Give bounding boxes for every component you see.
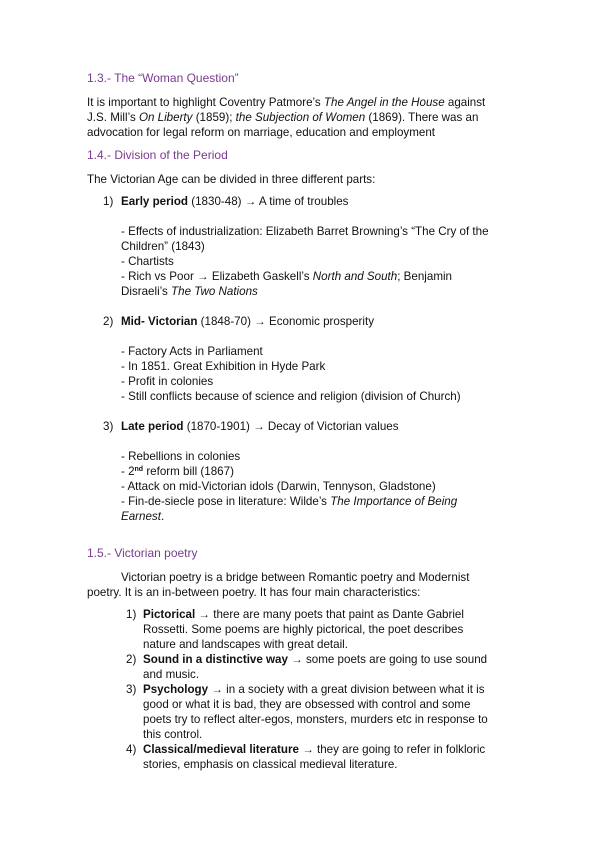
list-number: 1) bbox=[126, 608, 137, 621]
paragraph-line: The Victorian Age can be divided in three different parts: bbox=[87, 173, 376, 186]
bullet-line: - Factory Acts in Parliament bbox=[121, 345, 263, 358]
text-run: Disraeli’s bbox=[121, 285, 172, 298]
paragraph-line bbox=[87, 110, 478, 125]
characteristic-title: Sound in a distinctive way bbox=[143, 653, 288, 666]
paragraph-line: nature and landscapes with great detail. bbox=[143, 638, 348, 651]
bullet-line: - In 1851. Great Exhibition in Hyde Park bbox=[121, 360, 326, 373]
text-run: (1859); bbox=[192, 111, 236, 124]
bullet-line bbox=[121, 494, 457, 509]
characteristic-title: Pictorical bbox=[143, 608, 196, 621]
paragraph-line: and music. bbox=[143, 668, 200, 681]
paragraph-line: this control. bbox=[143, 728, 203, 741]
list-item-mid-victorian bbox=[121, 314, 374, 329]
bullet-line: - Still conflicts because of science and religion (division of Church) bbox=[121, 390, 461, 403]
paragraph-line: Rossetti. Some poems are highly pictorical, the poet describes bbox=[143, 623, 464, 636]
paragraph-line: poets try to reflect alter-egos, monsters, murders etc in response to bbox=[143, 713, 488, 726]
characteristic-pictorical bbox=[143, 607, 464, 622]
list-item-late-period bbox=[121, 419, 399, 434]
characteristic-psychology bbox=[143, 682, 485, 697]
list-number: 2) bbox=[126, 653, 137, 666]
text-run: → there are many poets that paint as Dante Gabriel bbox=[195, 608, 464, 621]
period-title: Late period bbox=[121, 420, 184, 433]
list-number: 3) bbox=[126, 683, 137, 696]
book-title: On Liberty bbox=[138, 111, 193, 124]
paragraph-line bbox=[87, 95, 485, 110]
bullet-line: - Chartists bbox=[121, 255, 174, 268]
text-run: It is important to highlight Coventry Patmore’s bbox=[87, 96, 324, 109]
list-number: 4) bbox=[126, 743, 137, 756]
bullet-line: - Rebellions in colonies bbox=[121, 450, 241, 463]
text-run: → in a society with a great division between what it is bbox=[208, 683, 485, 696]
list-number: 1) bbox=[103, 195, 114, 208]
text-run: → they are going to refer in folkloric bbox=[298, 743, 486, 756]
book-title: the Subjection of Women bbox=[235, 111, 366, 124]
text-run: - Fin-de-siecle pose in literature: Wilde’s bbox=[121, 495, 331, 508]
section-heading-division: 1.4.- Division of the Period bbox=[87, 148, 228, 162]
bullet-line: - Attack on mid-Victorian idols (Darwin, Tennyson, Gladstone) bbox=[121, 480, 436, 493]
period-title: Mid- Victorian bbox=[121, 315, 198, 328]
book-title: The Two Nations bbox=[171, 285, 258, 298]
text-run: reform bill (1867) bbox=[143, 465, 234, 478]
paragraph-line: good or what it is bad, they are obsessed with control and some bbox=[143, 698, 471, 711]
text-run: → some poets are going to use sound bbox=[287, 653, 488, 666]
text-run: - Rich vs Poor → Elizabeth Gaskell’s bbox=[121, 270, 313, 283]
book-title: The Angel in the House bbox=[323, 96, 445, 109]
bullet-line: - Profit in colonies bbox=[121, 375, 214, 388]
list-number: 2) bbox=[103, 315, 114, 328]
text-run: (1870-1901) → Decay of Victorian values bbox=[183, 420, 399, 433]
book-title: North and South bbox=[312, 270, 398, 283]
bullet-line bbox=[121, 269, 452, 284]
bullet-line: - Effects of industrialization: Elizabeth Barret Browning’s “The Cry of the bbox=[121, 225, 489, 238]
book-title: Earnest bbox=[121, 510, 161, 523]
text-run: ; Benjamin bbox=[397, 270, 453, 283]
ordinal-suffix: nd bbox=[134, 466, 144, 473]
text-run: - 2 bbox=[121, 465, 135, 478]
text-run: J.S. Mill’s bbox=[87, 111, 139, 124]
bullet-line: Children” (1843) bbox=[121, 240, 205, 253]
text-run: (1830-48) → A time of troubles bbox=[188, 195, 349, 208]
list-number: 3) bbox=[103, 420, 114, 433]
list-item-early-period bbox=[121, 194, 348, 209]
characteristic-title: Psychology bbox=[143, 683, 209, 696]
characteristic-classical-medieval bbox=[143, 742, 485, 757]
book-title: The Importance of Being bbox=[330, 495, 458, 508]
paragraph-line: poetry. It is an in-between poetry. It has four main characteristics: bbox=[87, 586, 421, 599]
text-run: against bbox=[444, 96, 486, 109]
characteristic-title: Classical/medieval literature bbox=[143, 743, 299, 756]
paragraph-line: stories, emphasis on classical medieval literature. bbox=[143, 758, 398, 771]
bullet-line bbox=[121, 284, 258, 299]
text-run: (1869). There was an bbox=[365, 111, 479, 124]
paragraph-line: advocation for legal reform on marriage, education and employment bbox=[87, 126, 436, 139]
bullet-line bbox=[121, 464, 234, 479]
characteristic-sound bbox=[143, 652, 487, 667]
bullet-line bbox=[121, 509, 164, 524]
paragraph-line: Victorian poetry is a bridge between Romantic poetry and Modernist bbox=[121, 571, 470, 584]
text-run: (1848-70) → Economic prosperity bbox=[197, 315, 375, 328]
text-run: . bbox=[160, 510, 165, 523]
period-title: Early period bbox=[121, 195, 189, 208]
section-heading-victorian-poetry: 1.5.- Victorian poetry bbox=[87, 546, 198, 560]
section-heading-woman-question: 1.3.- The “Woman Question” bbox=[87, 71, 239, 85]
